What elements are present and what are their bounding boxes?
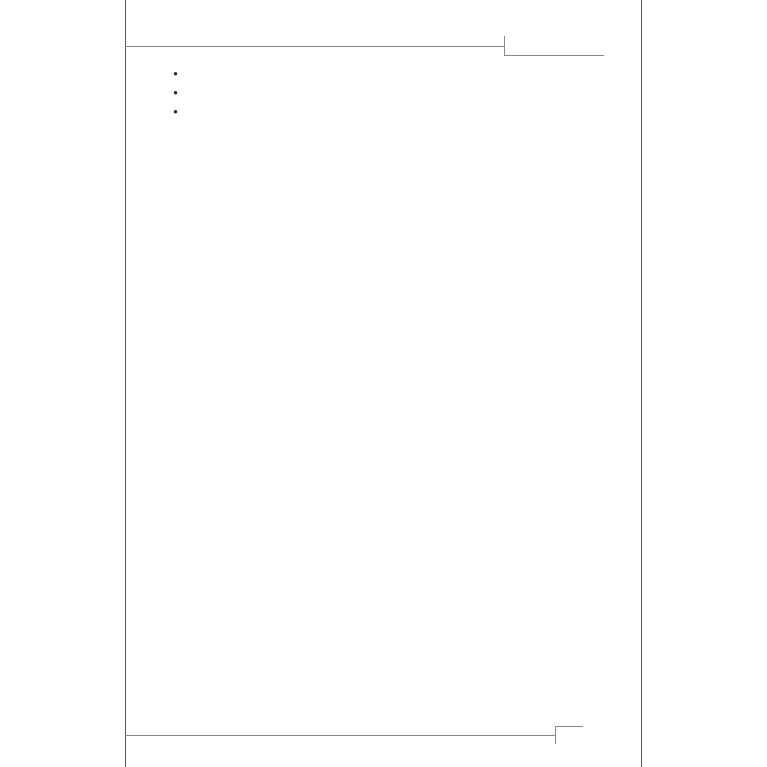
page-number-box <box>555 726 583 744</box>
running-head <box>125 36 642 50</box>
bullet-item <box>173 85 593 104</box>
body-text <box>173 66 593 124</box>
footer-rule <box>125 735 555 736</box>
header-rule <box>125 46 505 47</box>
running-head-title <box>504 36 604 56</box>
bullet-item <box>173 66 593 85</box>
bullet-item <box>173 104 593 123</box>
page-footer <box>125 726 642 746</box>
